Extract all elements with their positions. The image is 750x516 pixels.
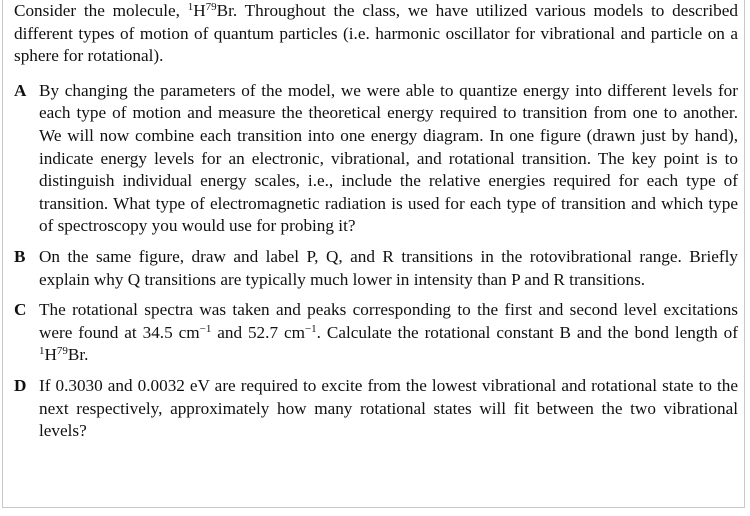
question-letter: C <box>14 300 27 320</box>
problem-document <box>14 0 738 451</box>
hydrogen-symbol: H <box>193 1 206 20</box>
unit-exponent: −1 <box>304 322 317 335</box>
intro-paragraph <box>14 0 738 68</box>
question-text-part: Br. <box>67 345 89 365</box>
question-a <box>14 80 738 238</box>
question-text-part: The rotational spectra was taken and peaks corresponding to the first and second level excitations were found at 34.5 cm <box>39 300 738 342</box>
intro-rest-text: Throughout the class, we have utilized various models to described different types of motion of quantum particles (i.e. harmonic oscillator for vibrational and particle on a sphere for rotational). <box>14 1 738 66</box>
question-text <box>39 300 738 364</box>
isotope-mass-br: 79 <box>56 345 68 358</box>
isotope-mass-h: 1 <box>187 1 194 13</box>
question-text: By changing the parameters of the model, we were able to quantize energy into different levels for each type of motion and measure the theoretical energy required to transition from one to another. We will now combine each transition into one energy diagram. In one figure (drawn just by hand), indicate energy levels for an electronic, vibrational, and rotational transition. The key point is to distinguish individual energy scales, i.e., include the relative energies required for each type of transition. What type of electromagnetic radiation is used for each type of transition and which type of spectroscopy you would use for probing it? <box>39 80 738 236</box>
isotope-mass-h: 1 <box>39 345 45 358</box>
question-text: On the same figure, draw and label P, Q, and R transitions in the rotovibrational range. Briefly explain why Q transitions are typically much lower in intensity than P and R transitions. <box>39 246 738 289</box>
question-text-part: . Calculate the rotational constant B and the bond length of <box>316 322 738 342</box>
question-b <box>14 246 738 291</box>
isotope-mass-br: 79 <box>205 1 217 13</box>
unit-exponent: −1 <box>199 322 212 335</box>
question-letter: D <box>14 375 27 395</box>
question-letter: A <box>14 80 27 100</box>
question-c <box>14 299 738 367</box>
question-text-part: and 52.7 cm <box>211 322 305 342</box>
intro-lead-text: Consider the molecule, <box>14 1 188 20</box>
question-letter: B <box>14 246 26 266</box>
bromine-symbol: Br. <box>216 1 238 20</box>
hydrogen-symbol: H <box>44 345 57 365</box>
question-d <box>14 375 738 443</box>
question-text: If 0.3030 and 0.0032 eV are required to excite from the lowest vibrational and rotational state to the next respectively, approximately how many rotational states will fit between the two vibrational levels? <box>39 375 738 441</box>
